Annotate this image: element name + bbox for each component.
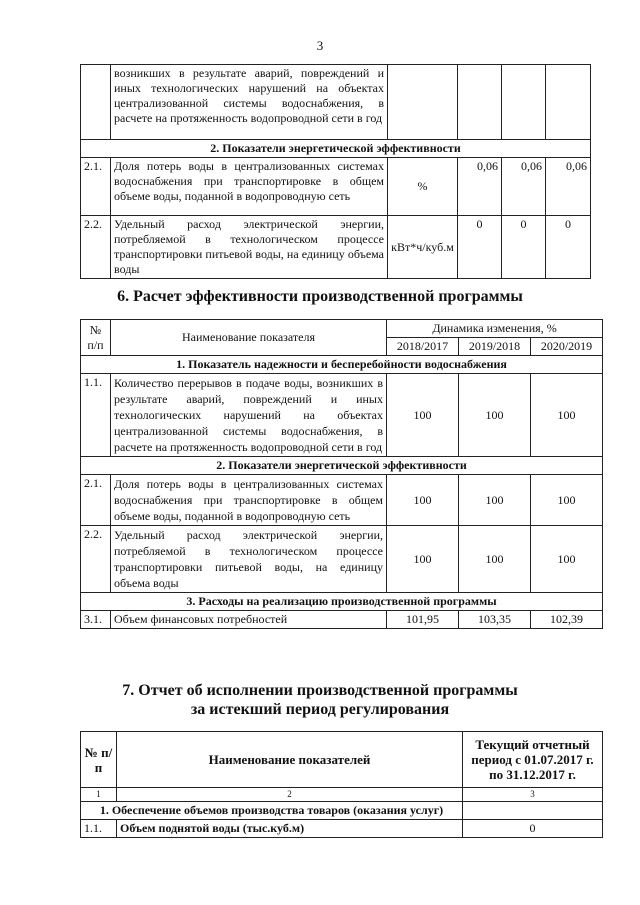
- value-cell: [458, 65, 502, 140]
- indicator-name: возникших в результате аварий, повреждений и иных технологических нарушений на объектах централизованной системы водоснабжения, в расчете на протяженность водопроводной сети в год: [111, 65, 388, 140]
- indicator-name: Удельный расход электрической энергии, потребляемой в технологическом процессе транспортировки питьевой воды, на единицу объема воды: [111, 526, 387, 593]
- table-row: [81, 158, 591, 216]
- row-number: 2.1.: [81, 475, 111, 526]
- year-header: 2019/2018: [459, 338, 531, 356]
- page-number: 3: [316, 38, 324, 53]
- value-cell: [502, 65, 546, 140]
- value-cell: 100: [387, 526, 459, 593]
- column-number-row: [81, 788, 603, 802]
- unit-cell: кВт*ч/куб.м: [388, 216, 458, 279]
- value-cell: 100: [531, 374, 603, 457]
- column-header-number: № п/п: [81, 732, 117, 788]
- value-cell: 0,06: [502, 158, 546, 216]
- section-row: [81, 593, 603, 611]
- column-header-number: № п/п: [81, 320, 111, 356]
- section-row: [81, 140, 591, 158]
- indicator-name: Объем финансовых потребностей: [111, 611, 387, 629]
- value-cell: 103,35: [459, 611, 531, 629]
- value-cell: 0: [458, 216, 502, 279]
- report-table: [80, 731, 603, 838]
- column-header-dynamics: Динамика изменения, %: [387, 320, 603, 338]
- year-header: 2018/2017: [387, 338, 459, 356]
- section-heading: 1. Обеспечение объемов производства товаров (оказания услуг): [81, 802, 463, 820]
- header-row: [81, 732, 603, 788]
- year-header: 2020/2019: [531, 338, 603, 356]
- table-row: [81, 611, 603, 629]
- row-number: 1.1.: [81, 820, 117, 838]
- row-number: 2.1.: [81, 158, 111, 216]
- row-number: 2.2.: [81, 526, 111, 593]
- header-row: [81, 320, 603, 338]
- column-number: 2: [117, 788, 463, 802]
- table-row: [81, 475, 603, 526]
- table-row: [81, 65, 591, 140]
- column-number: 1: [81, 788, 117, 802]
- column-header-name: Наименование показателей: [117, 732, 463, 788]
- indicator-name: Доля потерь воды в централизованных системах водоснабжения при транспортировке в общем объеме воды, поданной в водопроводную сеть: [111, 475, 387, 526]
- indicator-name: Удельный расход электрической энергии, потребляемой в технологическом процессе транспортировки питьевой воды, на единицу объема воды: [111, 216, 388, 279]
- value-cell: 100: [531, 526, 603, 593]
- value-cell: 100: [387, 475, 459, 526]
- value-cell: [546, 65, 591, 140]
- section-heading: 1. Показатель надежности и бесперебойности водоснабжения: [81, 356, 603, 374]
- value-cell: 100: [531, 475, 603, 526]
- row-number: 3.1.: [81, 611, 111, 629]
- value-cell: 100: [459, 475, 531, 526]
- table-row: [81, 374, 603, 457]
- section-7-title-line1: 7. Отчет об исполнении производственной программы: [122, 682, 518, 699]
- value-cell: 100: [459, 374, 531, 457]
- value-cell: 100: [387, 374, 459, 457]
- indicator-name: Количество перерывов в подаче воды, возникших в результате аварий, повреждений и иных технологических нарушений на объектах централизованной системы водоснабжения, в расчете на протяженность водопроводной сети в год: [111, 374, 387, 457]
- value-cell: 100: [459, 526, 531, 593]
- value-cell: 0: [546, 216, 591, 279]
- indicator-name: Объем поднятой воды (тыс.куб.м): [117, 820, 463, 838]
- value-cell: 101,95: [387, 611, 459, 629]
- section-heading: 2. Показатели энергетической эффективности: [81, 457, 603, 475]
- value-cell: 102,39: [531, 611, 603, 629]
- section-row: [81, 457, 603, 475]
- top-indicators-table: [80, 64, 591, 279]
- efficiency-table: [80, 319, 603, 629]
- indicator-name: Доля потерь воды в централизованных системах водоснабжения при транспортировке в общем объеме воды, поданной в водопроводную сеть: [111, 158, 388, 216]
- column-number: 3: [463, 788, 603, 802]
- unit-cell: [388, 65, 458, 140]
- row-number: [81, 65, 111, 140]
- section-heading: 2. Показатели энергетической эффективности: [81, 140, 591, 158]
- column-header-name: Наименование показателя: [111, 320, 387, 356]
- table-row: [81, 820, 603, 838]
- section-row: [81, 802, 603, 820]
- table-row: [81, 526, 603, 593]
- section-heading: 3. Расходы на реализацию производственной программы: [81, 593, 603, 611]
- section-6-title: 6. Расчет эффективности производственной программы: [117, 288, 523, 305]
- section-7-title-line2: за истекший период регулирования: [190, 701, 450, 718]
- row-number: 1.1.: [81, 374, 111, 457]
- section-row: [81, 356, 603, 374]
- value-cell: 0: [502, 216, 546, 279]
- table-row: [81, 216, 591, 279]
- unit-cell: %: [388, 158, 458, 216]
- value-cell: 0: [463, 820, 603, 838]
- column-header-period: Текущий отчетный период с 01.07.2017 г. по 31.12.2017 г.: [463, 732, 603, 788]
- empty-cell: [463, 802, 603, 820]
- value-cell: 0,06: [546, 158, 591, 216]
- value-cell: 0,06: [458, 158, 502, 216]
- row-number: 2.2.: [81, 216, 111, 279]
